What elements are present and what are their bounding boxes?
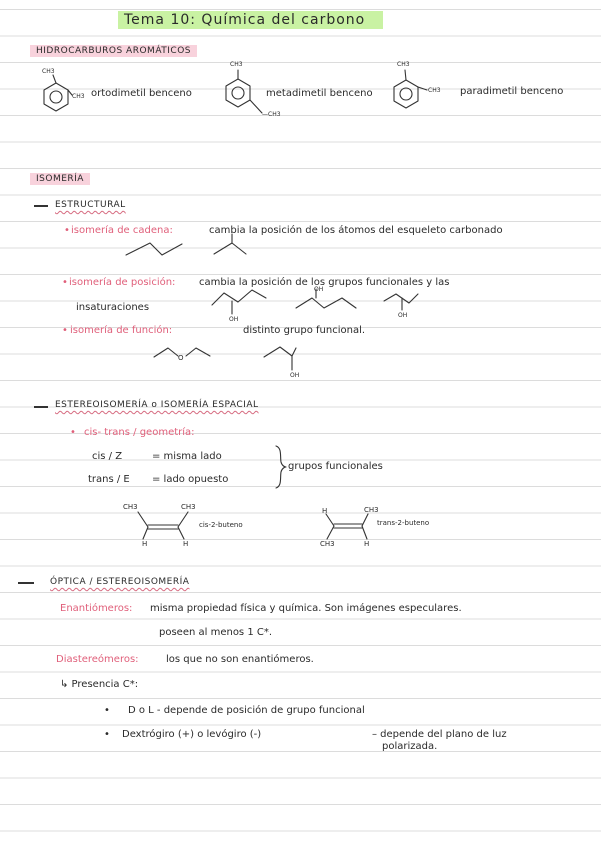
- enant-desc-1: misma propiedad física y química. Son imágenes especulares.: [150, 603, 462, 614]
- cis-ch3-right: CH3: [181, 503, 196, 511]
- cis-ch3-left: CH3: [123, 503, 138, 511]
- diast-desc: los que no son enantiómeros.: [166, 654, 314, 665]
- trans-ch3-left: CH3: [320, 540, 335, 548]
- dl-desc: D o L - depende de posición de grupo funcional: [128, 705, 365, 716]
- ether-o: O: [178, 354, 184, 362]
- pentanol-2: [296, 298, 356, 308]
- stereo-heading: ESTEREOISOMERÍA o ISOMERÍA ESPACIAL: [55, 400, 259, 410]
- isobutane-skeleton: [214, 234, 246, 254]
- stereo-dash: [34, 406, 48, 408]
- trans-ch3-right: CH3: [364, 506, 379, 514]
- meta-label: metadimetil benceno: [266, 88, 373, 99]
- diast-title: Diastereómeros:: [56, 654, 139, 665]
- trans-term: trans / E: [88, 474, 130, 485]
- dextro-note-2: polarizada.: [382, 741, 438, 752]
- groups-label: grupos funcionales: [288, 461, 383, 472]
- para-ch3-top: CH3: [397, 61, 410, 68]
- oh-label-2: OH: [314, 286, 324, 293]
- ortho-benzene-ring: [44, 75, 72, 111]
- meta-ch3-top: CH3: [230, 61, 243, 68]
- function-title: isomería de función:: [70, 325, 173, 336]
- isomeria-heading: ISOMERÍA: [30, 173, 90, 185]
- function-desc: distinto grupo funcional.: [243, 325, 366, 336]
- cistrans-bullet: •: [70, 427, 76, 438]
- para-ch3-side: CH3: [428, 87, 441, 94]
- ortho-ch3-top: CH3: [42, 68, 55, 75]
- function-bullet: •: [62, 325, 68, 336]
- cis-term: cis / Z: [92, 451, 123, 462]
- dextro-bullet: •: [104, 729, 110, 740]
- meta-ch3-side: —CH3: [262, 111, 281, 118]
- ortho-label: ortodimetil benceno: [91, 88, 192, 99]
- trans-name: trans-2-buteno: [377, 519, 430, 527]
- groups-brace: [276, 446, 286, 488]
- pentanol-3: [384, 294, 418, 303]
- pentanol-1: [212, 290, 266, 305]
- position-title: isomería de posición:: [69, 277, 176, 288]
- position-bullet: •: [62, 277, 68, 288]
- trans-desc: = lado opuesto: [152, 474, 229, 485]
- butane-skeleton: [126, 243, 182, 255]
- cis-2-butene-structure: [138, 512, 188, 539]
- presence-label: ↳ Presencia C*:: [60, 679, 139, 690]
- para-label: paradimetil benceno: [460, 86, 564, 97]
- structural-dash: [34, 205, 48, 207]
- chain-desc: cambia la posición de los átomos del esqueleto carbonado: [209, 225, 503, 236]
- dextro-desc: Dextrógiro (+) o levógiro (-): [122, 729, 262, 740]
- oh-label-1: OH: [229, 316, 239, 323]
- trans-2-butene-structure: [326, 514, 368, 539]
- oh-label-3: OH: [398, 312, 408, 319]
- cis-h-left: H: [142, 540, 148, 548]
- cis-h-right: H: [183, 540, 189, 548]
- chain-bullet: •: [64, 225, 70, 236]
- alcohol-skeleton: [264, 347, 296, 357]
- dextro-note-1: – depende del plano de luz: [372, 729, 507, 740]
- position-desc-1: cambia la posición de los grupos funcionales y las: [199, 277, 450, 288]
- chain-title: isomería de cadena:: [71, 225, 173, 236]
- alcohol-oh: OH: [290, 372, 300, 379]
- dl-bullet: •: [104, 705, 110, 716]
- cistrans-title: cis- trans / geometría:: [84, 427, 195, 438]
- meta-benzene-ring: [226, 70, 262, 113]
- ortho-ch3-side: CH3: [72, 93, 85, 100]
- enant-title: Enantiómeros:: [60, 603, 133, 614]
- trans-h-right: H: [364, 540, 370, 548]
- position-desc-2: insaturaciones: [76, 302, 150, 313]
- page-title: [118, 11, 383, 29]
- enant-desc-2: poseen al menos 1 C*.: [159, 627, 273, 638]
- aromatic-heading: HIDROCARBUROS AROMÁTICOS: [30, 45, 197, 57]
- optica-dash: [18, 582, 34, 584]
- optica-heading: ÓPTICA / ESTEREOISOMERÍA: [50, 577, 190, 587]
- cis-desc: = misma lado: [152, 451, 222, 462]
- para-benzene-ring: [394, 70, 427, 108]
- title-highlight: Tema 10: Química del carbono: [118, 11, 383, 29]
- structural-heading: ESTRUCTURAL: [55, 200, 126, 210]
- ether-skeleton: [154, 348, 178, 357]
- cis-name: cis-2-buteno: [199, 521, 243, 529]
- trans-h-left: H: [322, 507, 328, 515]
